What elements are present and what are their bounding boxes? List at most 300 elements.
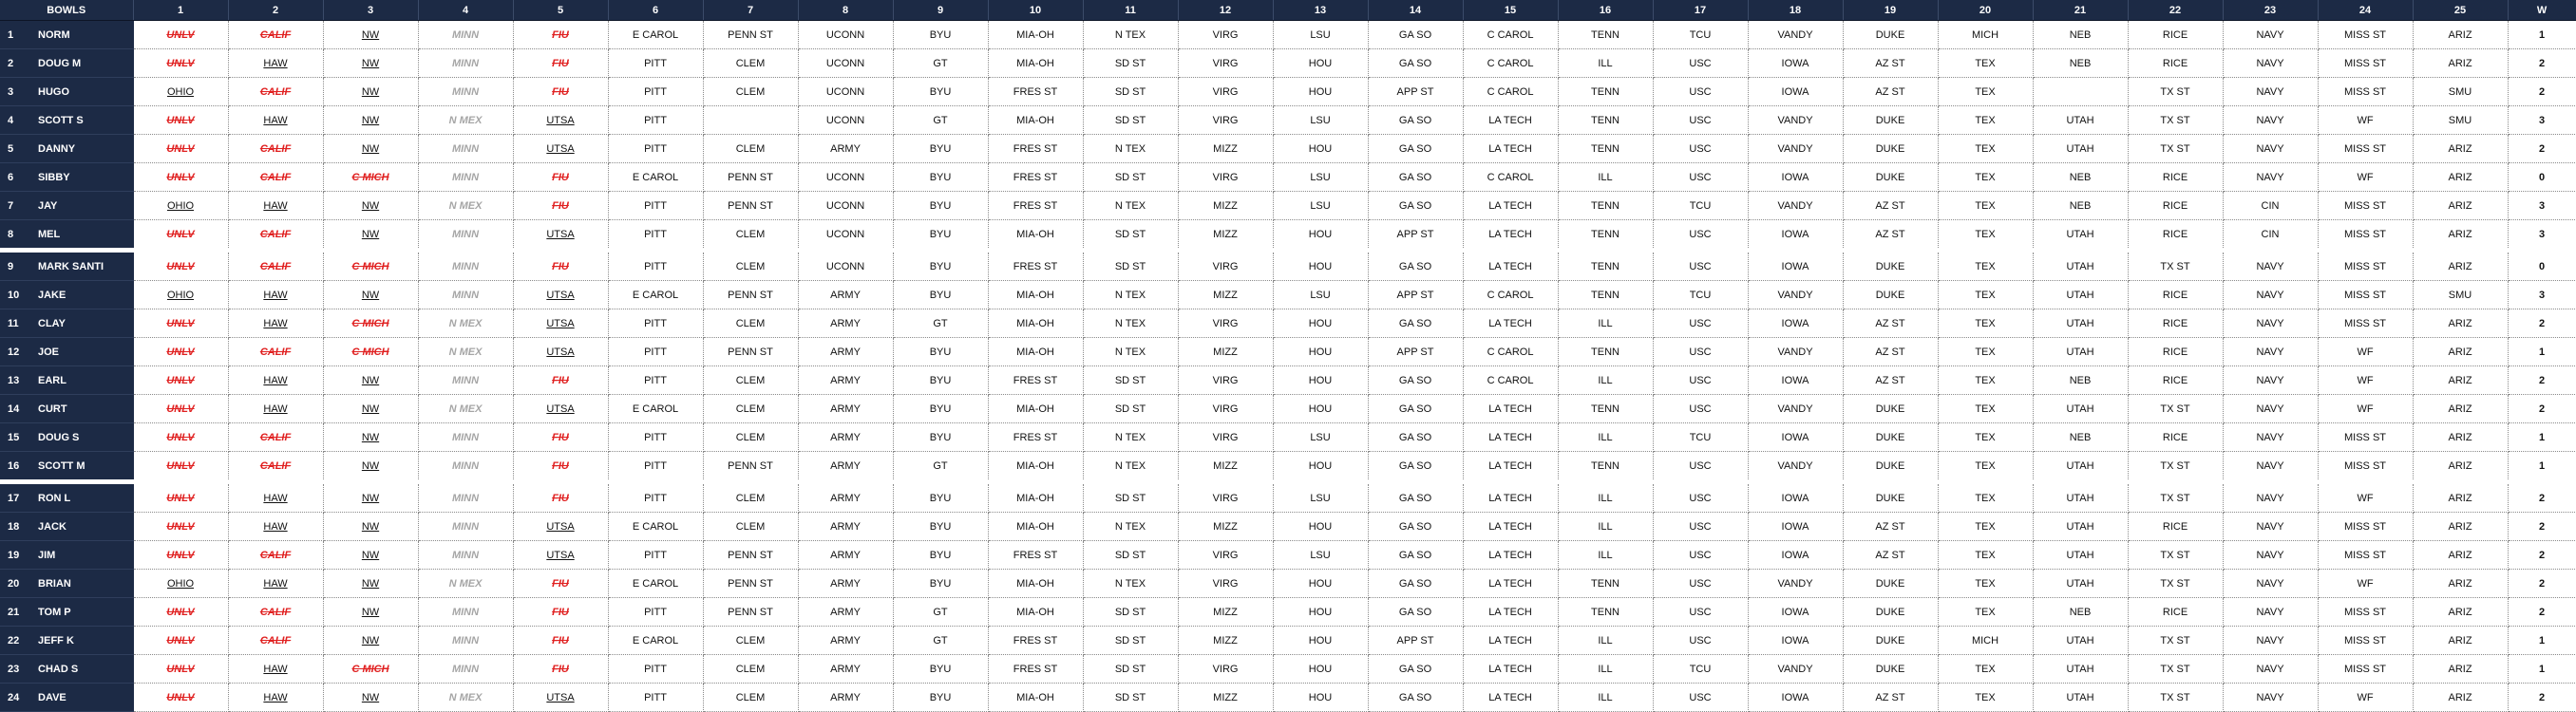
pick-cell[interactable] bbox=[1748, 135, 1843, 163]
pick-cell[interactable] bbox=[1463, 106, 1558, 135]
pick-cell[interactable] bbox=[608, 541, 703, 570]
pick-cell[interactable] bbox=[988, 627, 1083, 655]
pick-cell[interactable] bbox=[1273, 251, 1368, 281]
pick-cell[interactable] bbox=[323, 627, 418, 655]
pick-cell[interactable] bbox=[1178, 570, 1273, 598]
pick-cell[interactable] bbox=[1083, 627, 1178, 655]
pick-cell[interactable] bbox=[893, 395, 988, 423]
pick-cell[interactable] bbox=[323, 570, 418, 598]
pick-cell[interactable] bbox=[608, 163, 703, 192]
pick-cell[interactable] bbox=[513, 49, 608, 78]
pick-cell[interactable] bbox=[418, 220, 513, 251]
pick-cell[interactable] bbox=[323, 220, 418, 251]
pick-cell[interactable] bbox=[2033, 309, 2128, 338]
pick-cell[interactable] bbox=[2413, 21, 2508, 49]
pick-cell[interactable] bbox=[2128, 395, 2223, 423]
pick-cell[interactable] bbox=[1178, 281, 1273, 309]
pick-cell[interactable] bbox=[893, 106, 988, 135]
pick-cell[interactable] bbox=[228, 49, 323, 78]
pick-cell[interactable] bbox=[418, 482, 513, 513]
pick-cell[interactable] bbox=[133, 627, 228, 655]
pick-cell[interactable] bbox=[2318, 192, 2413, 220]
pick-cell[interactable] bbox=[133, 106, 228, 135]
pick-cell[interactable] bbox=[2223, 541, 2318, 570]
pick-cell[interactable] bbox=[1843, 627, 1938, 655]
pick-cell[interactable] bbox=[1843, 21, 1938, 49]
pick-cell[interactable] bbox=[418, 281, 513, 309]
pick-cell[interactable] bbox=[608, 78, 703, 106]
pick-cell[interactable] bbox=[2318, 627, 2413, 655]
pick-cell[interactable] bbox=[1558, 192, 1653, 220]
pick-cell[interactable] bbox=[133, 309, 228, 338]
pick-cell[interactable] bbox=[1083, 192, 1178, 220]
pick-cell[interactable] bbox=[2318, 251, 2413, 281]
pick-cell[interactable] bbox=[323, 281, 418, 309]
pick-cell[interactable] bbox=[133, 49, 228, 78]
pick-cell[interactable] bbox=[323, 49, 418, 78]
pick-cell[interactable] bbox=[2318, 655, 2413, 684]
pick-cell[interactable] bbox=[228, 251, 323, 281]
pick-cell[interactable] bbox=[1083, 135, 1178, 163]
pick-cell[interactable] bbox=[1653, 366, 1748, 395]
pick-cell[interactable] bbox=[1653, 513, 1748, 541]
pick-cell[interactable] bbox=[1463, 21, 1558, 49]
pick-cell[interactable] bbox=[323, 366, 418, 395]
pick-cell[interactable] bbox=[988, 163, 1083, 192]
pick-cell[interactable] bbox=[2128, 423, 2223, 452]
pick-cell[interactable] bbox=[1083, 513, 1178, 541]
pick-cell[interactable] bbox=[703, 452, 798, 482]
pick-cell[interactable] bbox=[418, 570, 513, 598]
pick-cell[interactable] bbox=[893, 251, 988, 281]
pick-cell[interactable] bbox=[1748, 106, 1843, 135]
pick-cell[interactable] bbox=[1558, 423, 1653, 452]
pick-cell[interactable] bbox=[323, 423, 418, 452]
pick-cell[interactable] bbox=[513, 338, 608, 366]
pick-cell[interactable] bbox=[228, 220, 323, 251]
pick-cell[interactable] bbox=[798, 192, 893, 220]
pick-cell[interactable] bbox=[608, 21, 703, 49]
pick-cell[interactable] bbox=[2033, 541, 2128, 570]
pick-cell[interactable] bbox=[1748, 598, 1843, 627]
pick-cell[interactable] bbox=[1748, 395, 1843, 423]
pick-cell[interactable] bbox=[323, 395, 418, 423]
pick-cell[interactable] bbox=[893, 281, 988, 309]
pick-cell[interactable] bbox=[2413, 366, 2508, 395]
pick-cell[interactable] bbox=[2318, 338, 2413, 366]
pick-cell[interactable] bbox=[2033, 482, 2128, 513]
pick-cell[interactable] bbox=[988, 513, 1083, 541]
pick-cell[interactable] bbox=[323, 106, 418, 135]
pick-cell[interactable] bbox=[988, 482, 1083, 513]
pick-cell[interactable] bbox=[1748, 366, 1843, 395]
pick-cell[interactable] bbox=[2128, 655, 2223, 684]
pick-cell[interactable] bbox=[1273, 684, 1368, 712]
pick-cell[interactable] bbox=[1653, 684, 1748, 712]
pick-cell[interactable] bbox=[1178, 338, 1273, 366]
pick-cell[interactable] bbox=[418, 366, 513, 395]
pick-cell[interactable] bbox=[2128, 78, 2223, 106]
pick-cell[interactable] bbox=[133, 281, 228, 309]
pick-cell[interactable] bbox=[798, 655, 893, 684]
pick-cell[interactable] bbox=[1938, 570, 2033, 598]
pick-cell[interactable] bbox=[893, 309, 988, 338]
pick-cell[interactable] bbox=[1843, 163, 1938, 192]
pick-cell[interactable] bbox=[418, 423, 513, 452]
pick-cell[interactable] bbox=[1273, 395, 1368, 423]
pick-cell[interactable] bbox=[1273, 570, 1368, 598]
pick-cell[interactable] bbox=[703, 49, 798, 78]
pick-cell[interactable] bbox=[1558, 482, 1653, 513]
pick-cell[interactable] bbox=[1368, 49, 1463, 78]
pick-cell[interactable] bbox=[323, 338, 418, 366]
pick-cell[interactable] bbox=[1083, 338, 1178, 366]
pick-cell[interactable] bbox=[228, 452, 323, 482]
pick-cell[interactable] bbox=[513, 482, 608, 513]
pick-cell[interactable] bbox=[1273, 452, 1368, 482]
pick-cell[interactable] bbox=[703, 192, 798, 220]
pick-cell[interactable] bbox=[1463, 281, 1558, 309]
pick-cell[interactable] bbox=[1178, 395, 1273, 423]
pick-cell[interactable] bbox=[228, 163, 323, 192]
pick-cell[interactable] bbox=[133, 395, 228, 423]
pick-cell[interactable] bbox=[133, 541, 228, 570]
pick-cell[interactable] bbox=[988, 281, 1083, 309]
pick-cell[interactable] bbox=[608, 338, 703, 366]
pick-cell[interactable] bbox=[2318, 49, 2413, 78]
pick-cell[interactable] bbox=[1938, 366, 2033, 395]
pick-cell[interactable] bbox=[2318, 78, 2413, 106]
pick-cell[interactable] bbox=[133, 192, 228, 220]
pick-cell[interactable] bbox=[1653, 395, 1748, 423]
pick-cell[interactable] bbox=[1273, 513, 1368, 541]
pick-cell[interactable] bbox=[418, 251, 513, 281]
pick-cell[interactable] bbox=[1653, 655, 1748, 684]
pick-cell[interactable] bbox=[1843, 106, 1938, 135]
pick-cell[interactable] bbox=[1083, 309, 1178, 338]
pick-cell[interactable] bbox=[988, 220, 1083, 251]
pick-cell[interactable] bbox=[1178, 251, 1273, 281]
pick-cell[interactable] bbox=[228, 655, 323, 684]
pick-cell[interactable] bbox=[798, 281, 893, 309]
pick-cell[interactable] bbox=[513, 78, 608, 106]
pick-cell[interactable] bbox=[133, 452, 228, 482]
pick-cell[interactable] bbox=[1368, 338, 1463, 366]
pick-cell[interactable] bbox=[1273, 338, 1368, 366]
pick-cell[interactable] bbox=[513, 395, 608, 423]
pick-cell[interactable] bbox=[1653, 106, 1748, 135]
pick-cell[interactable] bbox=[1273, 366, 1368, 395]
pick-cell[interactable] bbox=[2223, 163, 2318, 192]
pick-cell[interactable] bbox=[323, 482, 418, 513]
pick-cell[interactable] bbox=[2033, 49, 2128, 78]
pick-cell[interactable] bbox=[798, 366, 893, 395]
pick-cell[interactable] bbox=[513, 423, 608, 452]
pick-cell[interactable] bbox=[988, 395, 1083, 423]
pick-cell[interactable] bbox=[893, 220, 988, 251]
pick-cell[interactable] bbox=[1653, 192, 1748, 220]
pick-cell[interactable] bbox=[1273, 220, 1368, 251]
pick-cell[interactable] bbox=[2413, 135, 2508, 163]
pick-cell[interactable] bbox=[893, 21, 988, 49]
pick-cell[interactable] bbox=[2128, 338, 2223, 366]
pick-cell[interactable] bbox=[1938, 135, 2033, 163]
pick-cell[interactable] bbox=[1178, 423, 1273, 452]
pick-cell[interactable] bbox=[798, 452, 893, 482]
pick-cell[interactable] bbox=[1273, 627, 1368, 655]
pick-cell[interactable] bbox=[1843, 423, 1938, 452]
pick-cell[interactable] bbox=[988, 598, 1083, 627]
pick-cell[interactable] bbox=[703, 338, 798, 366]
pick-cell[interactable] bbox=[2413, 423, 2508, 452]
pick-cell[interactable] bbox=[1653, 135, 1748, 163]
pick-cell[interactable] bbox=[2033, 395, 2128, 423]
pick-cell[interactable] bbox=[1463, 570, 1558, 598]
pick-cell[interactable] bbox=[608, 366, 703, 395]
pick-cell[interactable] bbox=[1843, 309, 1938, 338]
pick-cell[interactable] bbox=[133, 684, 228, 712]
pick-cell[interactable] bbox=[1368, 78, 1463, 106]
pick-cell[interactable] bbox=[1463, 655, 1558, 684]
pick-cell[interactable] bbox=[418, 338, 513, 366]
pick-cell[interactable] bbox=[2128, 482, 2223, 513]
pick-cell[interactable] bbox=[2128, 598, 2223, 627]
pick-cell[interactable] bbox=[1083, 570, 1178, 598]
pick-cell[interactable] bbox=[513, 21, 608, 49]
pick-cell[interactable] bbox=[228, 684, 323, 712]
pick-cell[interactable] bbox=[1653, 163, 1748, 192]
pick-cell[interactable] bbox=[418, 21, 513, 49]
pick-cell[interactable] bbox=[798, 163, 893, 192]
pick-cell[interactable] bbox=[2223, 452, 2318, 482]
pick-cell[interactable] bbox=[2413, 684, 2508, 712]
pick-cell[interactable] bbox=[1463, 395, 1558, 423]
pick-cell[interactable] bbox=[703, 627, 798, 655]
pick-cell[interactable] bbox=[1178, 49, 1273, 78]
pick-cell[interactable] bbox=[2413, 395, 2508, 423]
pick-cell[interactable] bbox=[1178, 106, 1273, 135]
pick-cell[interactable] bbox=[893, 78, 988, 106]
pick-cell[interactable] bbox=[2033, 513, 2128, 541]
pick-cell[interactable] bbox=[703, 570, 798, 598]
pick-cell[interactable] bbox=[1083, 423, 1178, 452]
pick-cell[interactable] bbox=[608, 655, 703, 684]
pick-cell[interactable] bbox=[323, 541, 418, 570]
pick-cell[interactable] bbox=[1843, 220, 1938, 251]
pick-cell[interactable] bbox=[608, 684, 703, 712]
pick-cell[interactable] bbox=[418, 627, 513, 655]
pick-cell[interactable] bbox=[1463, 513, 1558, 541]
pick-cell[interactable] bbox=[1083, 366, 1178, 395]
pick-cell[interactable] bbox=[133, 251, 228, 281]
pick-cell[interactable] bbox=[798, 570, 893, 598]
pick-cell[interactable] bbox=[1368, 655, 1463, 684]
pick-cell[interactable] bbox=[988, 570, 1083, 598]
pick-cell[interactable] bbox=[513, 163, 608, 192]
pick-cell[interactable] bbox=[2413, 49, 2508, 78]
pick-cell[interactable] bbox=[988, 106, 1083, 135]
pick-cell[interactable] bbox=[1463, 541, 1558, 570]
pick-cell[interactable] bbox=[1273, 541, 1368, 570]
pick-cell[interactable] bbox=[228, 423, 323, 452]
pick-cell[interactable] bbox=[988, 338, 1083, 366]
pick-cell[interactable] bbox=[608, 570, 703, 598]
pick-cell[interactable] bbox=[1463, 192, 1558, 220]
pick-cell[interactable] bbox=[418, 309, 513, 338]
pick-cell[interactable] bbox=[1653, 482, 1748, 513]
pick-cell[interactable] bbox=[2223, 395, 2318, 423]
pick-cell[interactable] bbox=[2223, 220, 2318, 251]
pick-cell[interactable] bbox=[1558, 627, 1653, 655]
pick-cell[interactable] bbox=[988, 21, 1083, 49]
pick-cell[interactable] bbox=[2413, 452, 2508, 482]
pick-cell[interactable] bbox=[2318, 452, 2413, 482]
pick-cell[interactable] bbox=[1558, 309, 1653, 338]
pick-cell[interactable] bbox=[1938, 106, 2033, 135]
pick-cell[interactable] bbox=[893, 627, 988, 655]
pick-cell[interactable] bbox=[133, 598, 228, 627]
pick-cell[interactable] bbox=[1368, 220, 1463, 251]
pick-cell[interactable] bbox=[1653, 627, 1748, 655]
pick-cell[interactable] bbox=[1558, 395, 1653, 423]
pick-cell[interactable] bbox=[798, 627, 893, 655]
pick-cell[interactable] bbox=[1938, 627, 2033, 655]
pick-cell[interactable] bbox=[1178, 452, 1273, 482]
pick-cell[interactable] bbox=[418, 192, 513, 220]
pick-cell[interactable] bbox=[1178, 192, 1273, 220]
pick-cell[interactable] bbox=[2033, 684, 2128, 712]
pick-cell[interactable] bbox=[1938, 655, 2033, 684]
pick-cell[interactable] bbox=[228, 395, 323, 423]
pick-cell[interactable] bbox=[323, 598, 418, 627]
pick-cell[interactable] bbox=[988, 251, 1083, 281]
pick-cell[interactable] bbox=[1748, 309, 1843, 338]
pick-cell[interactable] bbox=[1558, 598, 1653, 627]
pick-cell[interactable] bbox=[1463, 423, 1558, 452]
pick-cell[interactable] bbox=[1653, 220, 1748, 251]
pick-cell[interactable] bbox=[1178, 135, 1273, 163]
pick-cell[interactable] bbox=[1748, 655, 1843, 684]
pick-cell[interactable] bbox=[2413, 78, 2508, 106]
pick-cell[interactable] bbox=[1558, 684, 1653, 712]
pick-cell[interactable] bbox=[1748, 192, 1843, 220]
pick-cell[interactable] bbox=[2223, 281, 2318, 309]
pick-cell[interactable] bbox=[1558, 541, 1653, 570]
pick-cell[interactable] bbox=[1843, 570, 1938, 598]
pick-cell[interactable] bbox=[133, 78, 228, 106]
pick-cell[interactable] bbox=[798, 21, 893, 49]
pick-cell[interactable] bbox=[988, 655, 1083, 684]
pick-cell[interactable] bbox=[1463, 366, 1558, 395]
pick-cell[interactable] bbox=[513, 192, 608, 220]
pick-cell[interactable] bbox=[2223, 570, 2318, 598]
pick-cell[interactable] bbox=[1368, 163, 1463, 192]
pick-cell[interactable] bbox=[988, 452, 1083, 482]
pick-cell[interactable] bbox=[1843, 49, 1938, 78]
pick-cell[interactable] bbox=[228, 482, 323, 513]
pick-cell[interactable] bbox=[2413, 627, 2508, 655]
pick-cell[interactable] bbox=[2033, 366, 2128, 395]
pick-cell[interactable] bbox=[798, 49, 893, 78]
pick-cell[interactable] bbox=[133, 220, 228, 251]
pick-cell[interactable] bbox=[133, 366, 228, 395]
pick-cell[interactable] bbox=[988, 49, 1083, 78]
pick-cell[interactable] bbox=[893, 513, 988, 541]
pick-cell[interactable] bbox=[2033, 570, 2128, 598]
pick-cell[interactable] bbox=[1748, 281, 1843, 309]
pick-cell[interactable] bbox=[1748, 423, 1843, 452]
pick-cell[interactable] bbox=[1178, 78, 1273, 106]
pick-cell[interactable] bbox=[1463, 452, 1558, 482]
pick-cell[interactable] bbox=[1653, 78, 1748, 106]
pick-cell[interactable] bbox=[893, 338, 988, 366]
pick-cell[interactable] bbox=[703, 655, 798, 684]
pick-cell[interactable] bbox=[323, 309, 418, 338]
pick-cell[interactable] bbox=[1558, 135, 1653, 163]
pick-cell[interactable] bbox=[703, 21, 798, 49]
pick-cell[interactable] bbox=[1273, 135, 1368, 163]
pick-cell[interactable] bbox=[1938, 338, 2033, 366]
pick-cell[interactable] bbox=[2128, 106, 2223, 135]
pick-cell[interactable] bbox=[608, 309, 703, 338]
pick-cell[interactable] bbox=[2033, 220, 2128, 251]
pick-cell[interactable] bbox=[513, 627, 608, 655]
pick-cell[interactable] bbox=[1463, 482, 1558, 513]
pick-cell[interactable] bbox=[893, 423, 988, 452]
pick-cell[interactable] bbox=[513, 570, 608, 598]
pick-cell[interactable] bbox=[1748, 452, 1843, 482]
pick-cell[interactable] bbox=[2223, 482, 2318, 513]
pick-cell[interactable] bbox=[2033, 21, 2128, 49]
pick-cell[interactable] bbox=[2318, 366, 2413, 395]
pick-cell[interactable] bbox=[893, 570, 988, 598]
pick-cell[interactable] bbox=[608, 49, 703, 78]
pick-cell[interactable] bbox=[608, 482, 703, 513]
pick-cell[interactable] bbox=[513, 135, 608, 163]
pick-cell[interactable] bbox=[1938, 513, 2033, 541]
pick-cell[interactable] bbox=[1558, 570, 1653, 598]
pick-cell[interactable] bbox=[2223, 627, 2318, 655]
pick-cell[interactable] bbox=[798, 338, 893, 366]
pick-cell[interactable] bbox=[228, 570, 323, 598]
pick-cell[interactable] bbox=[323, 21, 418, 49]
pick-cell[interactable] bbox=[703, 220, 798, 251]
pick-cell[interactable] bbox=[133, 655, 228, 684]
pick-cell[interactable] bbox=[2223, 21, 2318, 49]
pick-cell[interactable] bbox=[1273, 309, 1368, 338]
pick-cell[interactable] bbox=[418, 598, 513, 627]
pick-cell[interactable] bbox=[133, 338, 228, 366]
pick-cell[interactable] bbox=[1938, 281, 2033, 309]
pick-cell[interactable] bbox=[2223, 49, 2318, 78]
pick-cell[interactable] bbox=[133, 482, 228, 513]
pick-cell[interactable] bbox=[2128, 684, 2223, 712]
pick-cell[interactable] bbox=[893, 684, 988, 712]
pick-cell[interactable] bbox=[513, 655, 608, 684]
pick-cell[interactable] bbox=[2033, 452, 2128, 482]
pick-cell[interactable] bbox=[2223, 366, 2318, 395]
pick-cell[interactable] bbox=[2318, 21, 2413, 49]
pick-cell[interactable] bbox=[1748, 251, 1843, 281]
pick-cell[interactable] bbox=[703, 135, 798, 163]
pick-cell[interactable] bbox=[513, 251, 608, 281]
pick-cell[interactable] bbox=[2413, 309, 2508, 338]
pick-cell[interactable] bbox=[1558, 220, 1653, 251]
pick-cell[interactable] bbox=[228, 281, 323, 309]
pick-cell[interactable] bbox=[133, 423, 228, 452]
pick-cell[interactable] bbox=[1653, 423, 1748, 452]
pick-cell[interactable] bbox=[2033, 338, 2128, 366]
